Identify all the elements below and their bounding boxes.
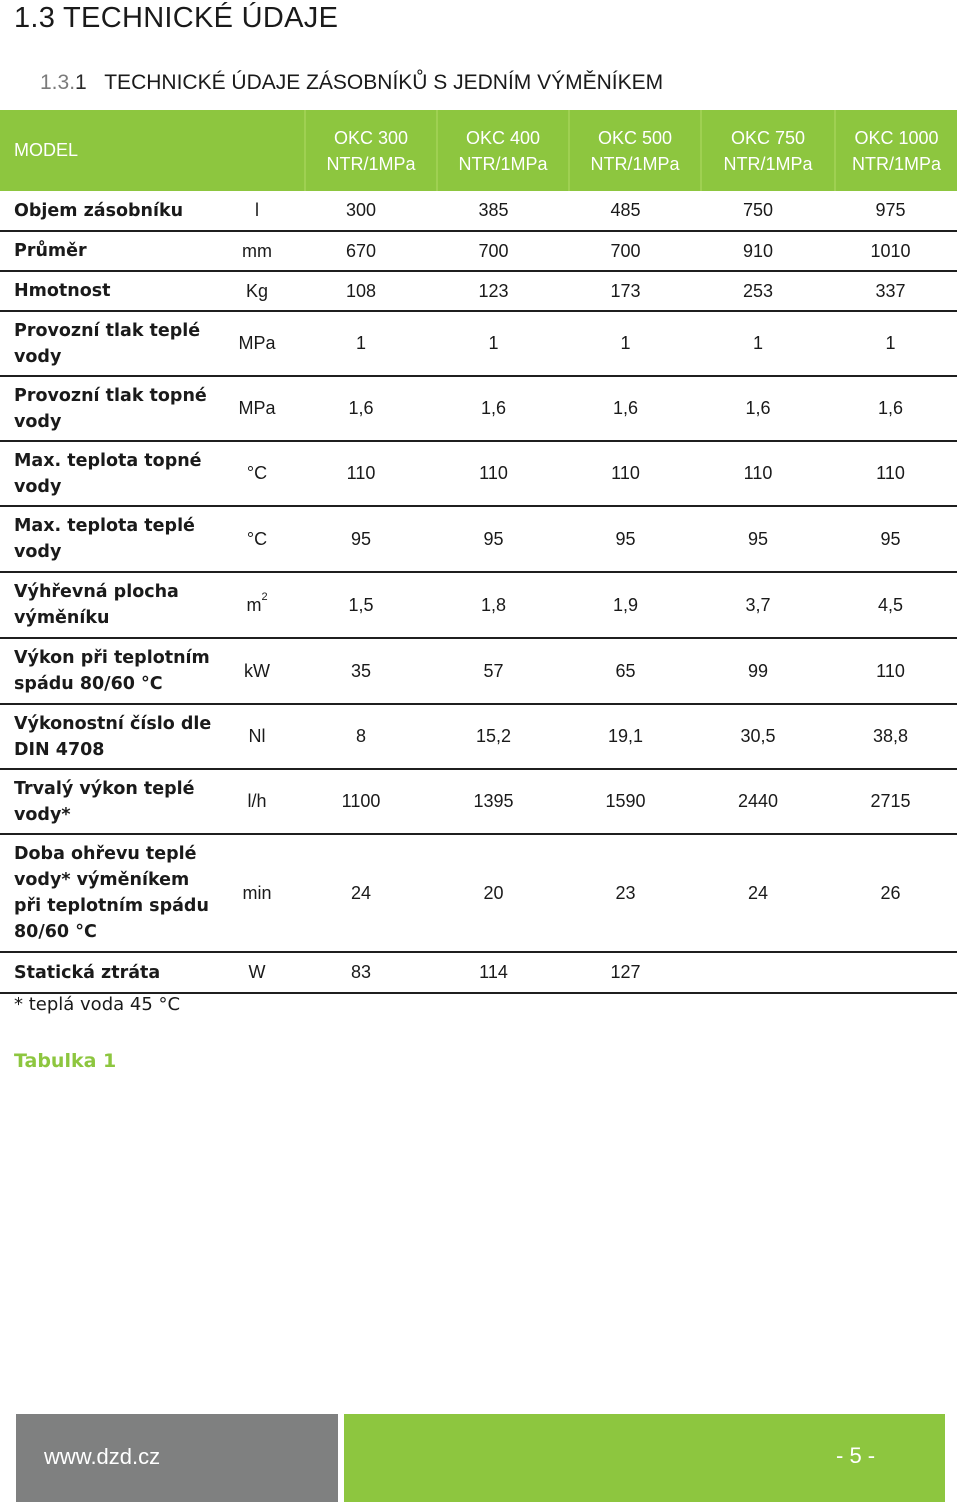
row-value: 38,8 [824, 704, 957, 769]
row-value: 110 [294, 441, 428, 506]
row-value: 1,6 [824, 376, 957, 441]
row-value: 30,5 [692, 704, 824, 769]
row-label: Průměr [0, 231, 220, 271]
table-row [0, 191, 957, 231]
row-value: 173 [559, 271, 692, 311]
row-value: 4,5 [824, 572, 957, 638]
row-value: 19,1 [559, 704, 692, 769]
row-value: 337 [824, 271, 957, 311]
row-unit: MPa [220, 376, 294, 441]
section-heading [40, 71, 663, 95]
row-value: 114 [428, 952, 559, 993]
row-value: 1,9 [559, 572, 692, 638]
page-heading: 1.3 TECHNICKÉ ÚDAJE [14, 2, 339, 34]
row-label: Provozní tlak teplé vody [0, 311, 220, 376]
row-value: 910 [692, 231, 824, 271]
table-caption: Tabulka 1 [14, 1050, 117, 1072]
row-unit: °C [220, 441, 294, 506]
table-header [0, 110, 957, 191]
row-value: 1010 [824, 231, 957, 271]
row-value: 108 [294, 271, 428, 311]
row-value: 24 [692, 834, 824, 952]
row-unit: $m^2$ [220, 572, 294, 638]
row-value: 110 [428, 441, 559, 506]
row-unit: min [220, 834, 294, 952]
row-value: 1 [824, 311, 957, 376]
row-unit: MPa [220, 311, 294, 376]
table-row [0, 769, 957, 834]
row-value: 95 [428, 506, 559, 572]
table-row [0, 952, 957, 993]
row-value: 1,6 [559, 376, 692, 441]
row-value: 95 [692, 506, 824, 572]
row-value: 1,8 [428, 572, 559, 638]
model-header: OKC 1000 NTR/1MPa [851, 127, 941, 174]
row-value: 385 [428, 191, 559, 231]
row-unit: W [220, 952, 294, 993]
row-value: 1 [692, 311, 824, 376]
row-value: 95 [294, 506, 428, 572]
row-value: 20 [428, 834, 559, 952]
row-label: Objem zásobníku [0, 191, 220, 231]
unit-superscript: 2 [261, 590, 268, 603]
row-value: 57 [428, 638, 559, 704]
row-value: 2715 [824, 769, 957, 834]
row-value: 123 [428, 271, 559, 311]
table-row [0, 834, 957, 952]
row-unit: l/h [220, 769, 294, 834]
row-value: 110 [824, 638, 957, 704]
table-row [0, 271, 957, 311]
table-row [0, 441, 957, 506]
model-header: OKC 300 NTR/1MPa [326, 127, 416, 174]
row-value: 3,7 [692, 572, 824, 638]
row-value: 83 [294, 952, 428, 993]
row-value: 1 [294, 311, 428, 376]
table-row [0, 572, 957, 638]
section-number-a: 1.3. [40, 71, 76, 94]
table-row [0, 506, 957, 572]
row-label: Výhřevná plocha výměníku [0, 572, 220, 638]
row-value: 1,6 [692, 376, 824, 441]
row-unit: °C [220, 506, 294, 572]
row-label: Výkonostní číslo dle DIN 4708 [0, 704, 220, 769]
row-label: Výkon při teplotním spádu 80/60 °C [0, 638, 220, 704]
row-value [692, 952, 824, 993]
row-value: 99 [692, 638, 824, 704]
row-value: 23 [559, 834, 692, 952]
row-value: 700 [428, 231, 559, 271]
row-label: Statická ztráta [0, 952, 220, 993]
row-label: Trvalý výkon teplé vody* [0, 769, 220, 834]
row-value: 95 [824, 506, 957, 572]
table-row [0, 311, 957, 376]
row-unit: kW [220, 638, 294, 704]
row-value: 253 [692, 271, 824, 311]
row-label: Max. teplota topné vody [0, 441, 220, 506]
section-number-b: 1 [75, 71, 87, 94]
row-label: Hmotnost [0, 271, 220, 311]
row-value: 485 [559, 191, 692, 231]
row-unit: Kg [220, 271, 294, 311]
row-label: Provozní tlak topné vody [0, 376, 220, 441]
row-value: 24 [294, 834, 428, 952]
row-value: 110 [559, 441, 692, 506]
row-value: 750 [692, 191, 824, 231]
row-unit: mm [220, 231, 294, 271]
row-value: 65 [559, 638, 692, 704]
row-value: 1100 [294, 769, 428, 834]
page-number: - 5 - [836, 1443, 876, 1468]
row-value: 1395 [428, 769, 559, 834]
row-value: 670 [294, 231, 428, 271]
row-value: 2440 [692, 769, 824, 834]
row-value: 1 [559, 311, 692, 376]
table-row [0, 638, 957, 704]
row-value: 110 [824, 441, 957, 506]
table-row [0, 376, 957, 441]
row-unit: Nl [220, 704, 294, 769]
row-value: 1590 [559, 769, 692, 834]
row-value: 110 [692, 441, 824, 506]
model-header: OKC 400 NTR/1MPa [458, 127, 548, 174]
row-value: 300 [294, 191, 428, 231]
table-row [0, 704, 957, 769]
model-header: OKC 500 NTR/1MPa [590, 127, 680, 174]
row-value: 1 [428, 311, 559, 376]
row-value: 975 [824, 191, 957, 231]
row-value: 127 [559, 952, 692, 993]
row-value: 15,2 [428, 704, 559, 769]
row-value [824, 952, 957, 993]
row-label: Max. teplota teplé vody [0, 506, 220, 572]
row-label: Doba ohřevu teplé vody* výměníkem při teplotním spádu 80/60 °C [0, 834, 220, 952]
table-row [0, 231, 957, 271]
row-value: 1,6 [294, 376, 428, 441]
row-value: 8 [294, 704, 428, 769]
technical-data-table [0, 191, 957, 994]
row-value: 1,5 [294, 572, 428, 638]
row-value: 35 [294, 638, 428, 704]
row-unit: l [220, 191, 294, 231]
section-title: TECHNICKÉ ÚDAJE ZÁSOBNÍKŮ S JEDNÍM VÝMĚNÍKEM [104, 71, 664, 94]
model-label: MODEL [14, 140, 79, 160]
footer-url: www.dzd.cz [44, 1444, 161, 1469]
row-value: 26 [824, 834, 957, 952]
row-value: 95 [559, 506, 692, 572]
footnote: * teplá voda 45 °C [14, 994, 181, 1015]
row-value: 700 [559, 231, 692, 271]
row-value: 1,6 [428, 376, 559, 441]
model-header: OKC 750 NTR/1MPa [723, 127, 813, 174]
